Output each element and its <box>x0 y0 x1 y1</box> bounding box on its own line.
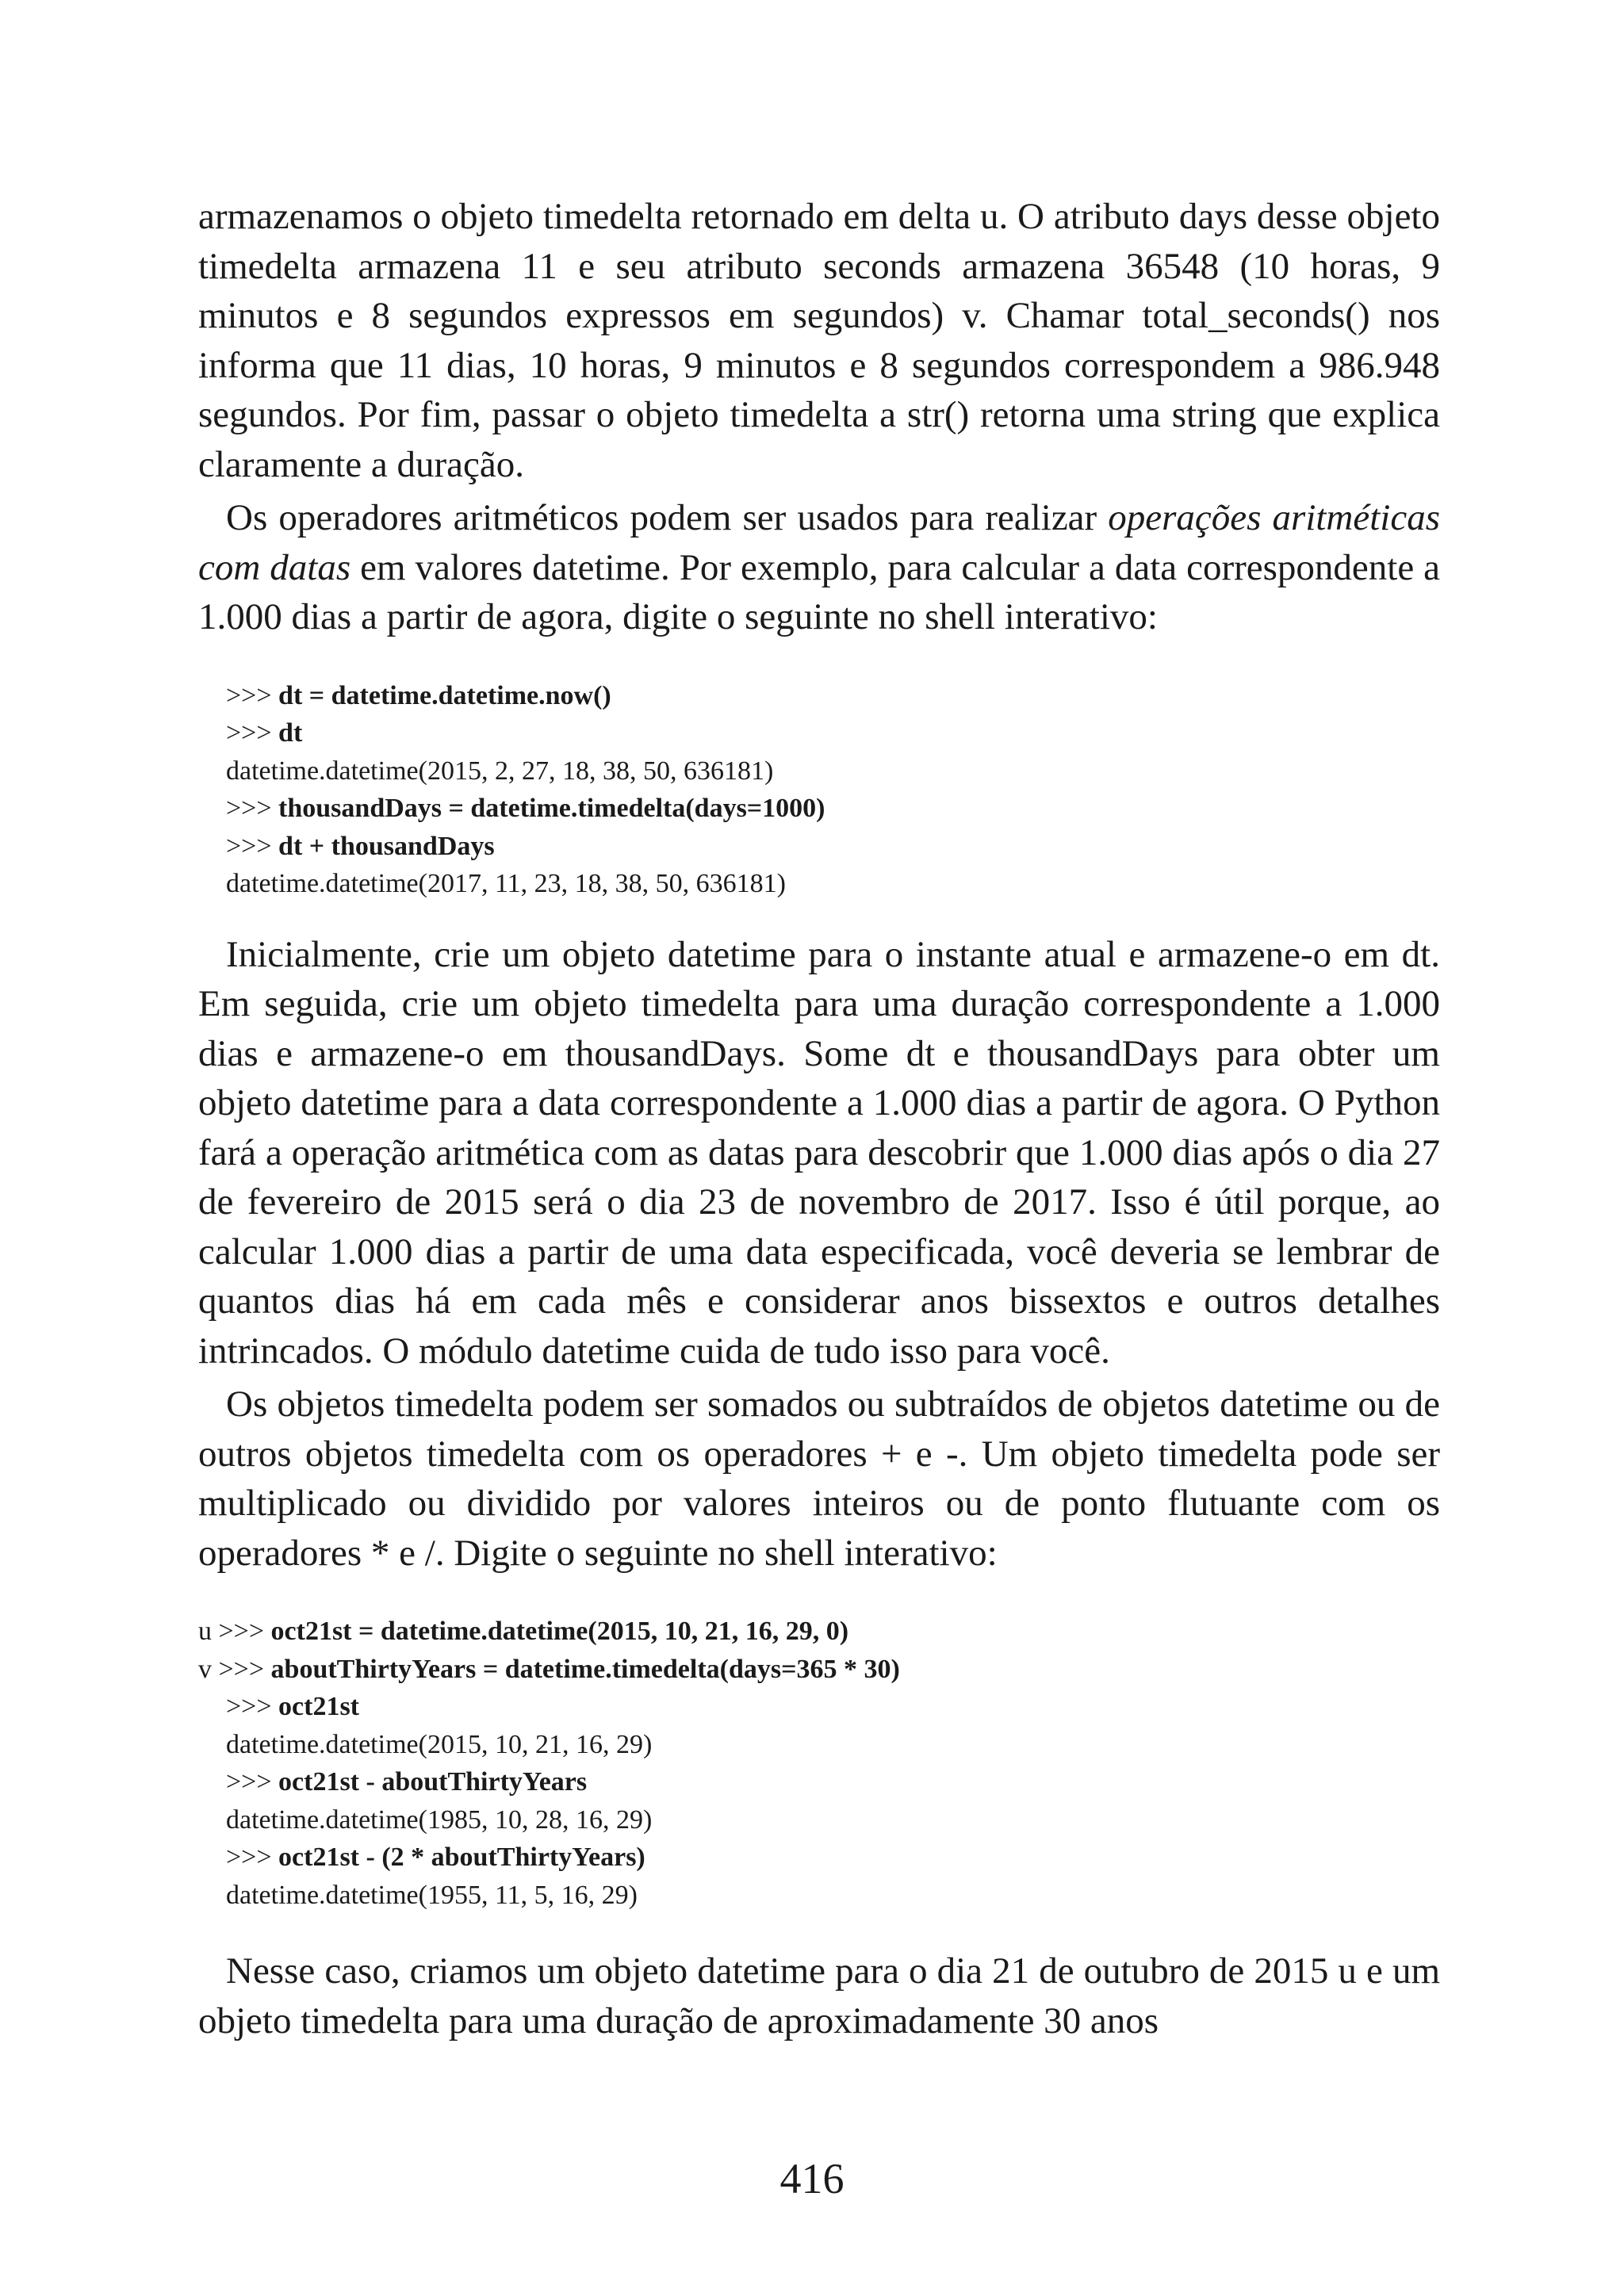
code-output: datetime.datetime(2015, 2, 27, 18, 38, 50, 636181) <box>226 756 774 786</box>
code-prompt: >>> <box>226 831 279 861</box>
code-command: dt + thousandDays <box>278 831 495 861</box>
code-command: dt = datetime.datetime.now() <box>278 680 611 710</box>
code-block-thousand-days <box>198 677 1440 903</box>
paragraph-timedelta-operators: Os objetos timedelta podem ser somados ou subtraídos de objetos datetime ou de outros objetos timedelta com os operadores + e -. Um objeto timedelta pode ser multiplicado ou dividido por valores inteiros ou de ponto flutuante com os operadores * e /. Digite o seguinte no shell interativo: <box>198 1383 1440 1574</box>
code-block-thirty-years <box>198 1613 1440 1914</box>
code-output: datetime.datetime(2015, 10, 21, 16, 29) <box>226 1729 653 1759</box>
code-command: oct21st - (2 * aboutThirtyYears) <box>278 1843 645 1872</box>
code-command: aboutThirtyYears = datetime.timedelta(days=365 * 30) <box>270 1654 900 1684</box>
code-line <box>198 714 1440 752</box>
paragraph-arithmetic-operators <box>198 493 1440 642</box>
page-number: 416 <box>779 2155 845 2202</box>
code-prompt: >>> <box>226 680 279 710</box>
code-command: oct21st <box>278 1692 359 1721</box>
code-line <box>198 1763 1440 1801</box>
page-content <box>198 192 1440 2045</box>
paragraph-text: Os operadores aritméticos podem ser usados para realizar <box>226 497 1109 538</box>
paragraph-text: em valores datetime. Por exemplo, para calcular a data correspondente a 1.000 dias a partir de agora, digite o seguinte no shell interativo: <box>198 546 1441 637</box>
emphasis-text: operações aritméticas com datas <box>198 497 1441 588</box>
code-output: datetime.datetime(2017, 11, 23, 18, 38, 50, 636181) <box>226 869 786 898</box>
code-prompt: >>> <box>226 1843 279 1872</box>
code-command: oct21st - aboutThirtyYears <box>278 1767 588 1797</box>
paragraph-timedelta-attributes: armazenamos o objeto timedelta retornado em delta u. O atributo days desse objeto timedelta armazena 11 e seu atributo seconds armazena 36548 (10 horas, 9 minutos e 8 segundos expressos em segundos) v. Chamar total_seconds() nos informa que 11 dias, 10 horas, 9 minutos e 8 segundos correspondem a 986.948 segundos. Por fim, passar o objeto timedelta a str() retorna uma string que explica claramente a duração. <box>198 196 1440 485</box>
code-prompt: >>> <box>226 1692 279 1721</box>
code-prompt: u >>> <box>198 1617 271 1646</box>
code-output: datetime.datetime(1955, 11, 5, 16, 29) <box>226 1880 638 1910</box>
code-command: oct21st = datetime.datetime(2015, 10, 21, 16, 29, 0) <box>270 1617 849 1646</box>
paragraph-thirty-years-explanation: Nesse caso, criamos um objeto datetime para o dia 21 de outubro de 2015 u e um objeto timedelta para uma duração de aproximadamente 30 anos <box>198 1950 1440 2042</box>
code-prompt: >>> <box>226 718 279 748</box>
paragraph-thousand-days-explanation: Inicialmente, crie um objeto datetime para o instante atual e armazene-o em dt. Em seguida, crie um objeto timedelta para uma duração correspondente a 1.000 dias e armazene-o em thousandDays. Some dt e thousandDays para obter um objeto datetime para a data correspondente a 1.000 dias a partir de agora. O Python fará a operação aritmética com as datas para descobrir que 1.000 dias após o dia 27 de fevereiro de 2015 será o dia 23 de novembro de 2017. Isso é útil porque, ao calcular 1.000 dias a partir de uma data especificada, você deveria se lembrar de quantos dias há em cada mês e considerar anos bissextos e outros detalhes intrincados. O módulo datetime cuida de tudo isso para você. <box>198 933 1440 1372</box>
code-command: dt <box>278 718 303 748</box>
code-prompt: v >>> <box>198 1654 271 1684</box>
code-line <box>198 790 1440 828</box>
code-line <box>198 1688 1440 1726</box>
code-line <box>198 1613 1440 1651</box>
code-prompt: >>> <box>226 1767 279 1797</box>
code-line <box>198 1651 1440 1689</box>
code-line <box>198 828 1440 866</box>
code-command: thousandDays = datetime.timedelta(days=1000) <box>278 794 825 823</box>
code-prompt: >>> <box>226 794 279 823</box>
code-line <box>198 677 1440 715</box>
code-output: datetime.datetime(1985, 10, 28, 16, 29) <box>226 1804 653 1835</box>
code-line <box>198 1839 1440 1877</box>
